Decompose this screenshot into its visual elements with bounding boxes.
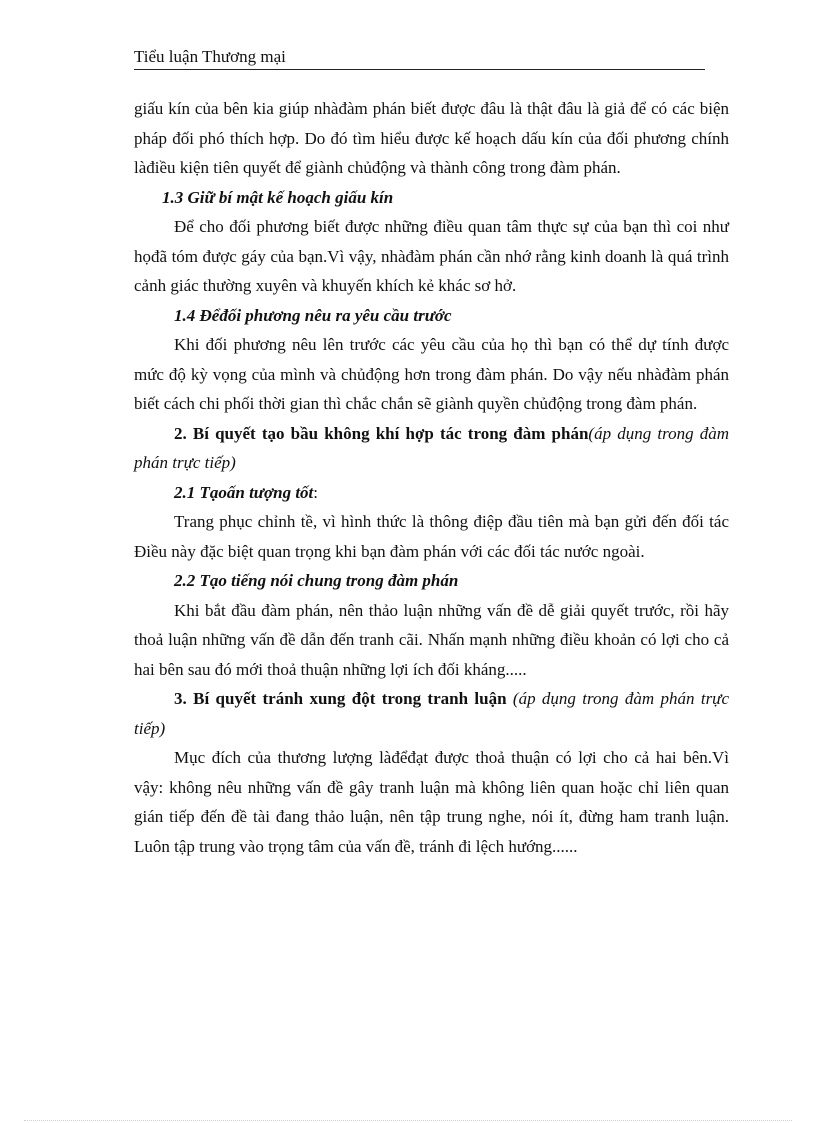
paragraph: Mục đích của thương lượng làđểđạt được thoả thuận có lợi cho cả hai bên.Vì vậy: không nêu những vấn đề gây tranh luận mà không liên quan hoặc chỉ liên quan gián tiếp đến đề tài đang thảo luận, nên tập trung nghe, nói ít, đừng ham tranh luận. Luôn tập trung vào trọng tâm của vấn đề, tránh đi lệch hướng......	[134, 748, 729, 856]
heading-text: 2.1 Tạoấn tượng tốt	[174, 482, 314, 502]
paragraph: Để cho đối phương biết được những điều quan tâm thực sự của bạn thì coi như họđã tóm được gáy của bạn.Vì vậy, nhàđàm phán cần nhớ rằng kinh doanh là quá trình cảnh giác thường xuyên và khuyến khích kẻ khác sơ hở.	[134, 217, 729, 295]
paragraph: Trang phục chỉnh tề, vì hình thức là thông điệp đầu tiên mà bạn gửi đến đối tác Điều này đặc biệt quan trọng khi bạn đàm phán với các đối tác nước ngoài.	[134, 512, 729, 561]
heading-italic-note: (áp dụng trong đàm phán trực tiếp)	[134, 423, 729, 472]
document-body	[134, 94, 729, 861]
header-title: Tiểu luận Thương mại	[134, 47, 286, 66]
paragraph: Khi đối phương nêu lên trước các yêu cầu của họ thì bạn có thể dự tính được mức độ kỳ vọng của mình và chủđộng hơn trong đàm phán. Do vậy nếu nhàđàm phán biết cách chi phối thời gian thì chắc chắn sẽ giành quyền chủđộng trong đàm phán.	[134, 335, 729, 413]
heading-bold-text: 2. Bí quyết tạo bầu không khí hợp tác trong đàm phán	[174, 423, 589, 443]
paragraph: Khi bắt đầu đàm phán, nên thảo luận những vấn đề dễ giải quyết trước, rồi hãy thoả luận những vấn đề dẫn đến tranh cãi. Nhấn mạnh những điều khoản có lợi cho cả hai bên sau đó mới thoả thuận những lợi ích đối kháng.....	[134, 600, 729, 679]
section-heading-1-3: 1.3 Giữ bí mật kế hoạch giấu kín	[162, 187, 394, 207]
section-heading-2	[134, 419, 729, 478]
paragraph: giấu kín của bên kia giúp nhàđàm phán biết được đâu là thật đâu là giả để có các biện pháp đối phó thích hợp. Do đó tìm hiểu được kế hoạch dấu kín của đối phương chính làđiều kiện tiên quyết để giành chủđộng và thành công trong đàm phán.	[134, 99, 729, 177]
page-bottom-divider	[24, 1120, 792, 1121]
section-heading-2-1	[134, 478, 729, 508]
section-heading-2-2: 2.2 Tạo tiếng nói chung trong đàm phán	[174, 571, 459, 590]
section-heading-1-4: 1.4 Đểđối phương nêu ra yêu cầu trước	[174, 305, 452, 325]
section-heading-3	[134, 684, 729, 743]
heading-suffix: :	[313, 482, 319, 502]
heading-italic-note: (áp dụng trong đàm phán trực tiếp)	[134, 689, 729, 738]
heading-bold-text: 3. Bí quyết tránh xung đột trong tranh luận	[174, 689, 507, 708]
document-header	[134, 46, 705, 70]
